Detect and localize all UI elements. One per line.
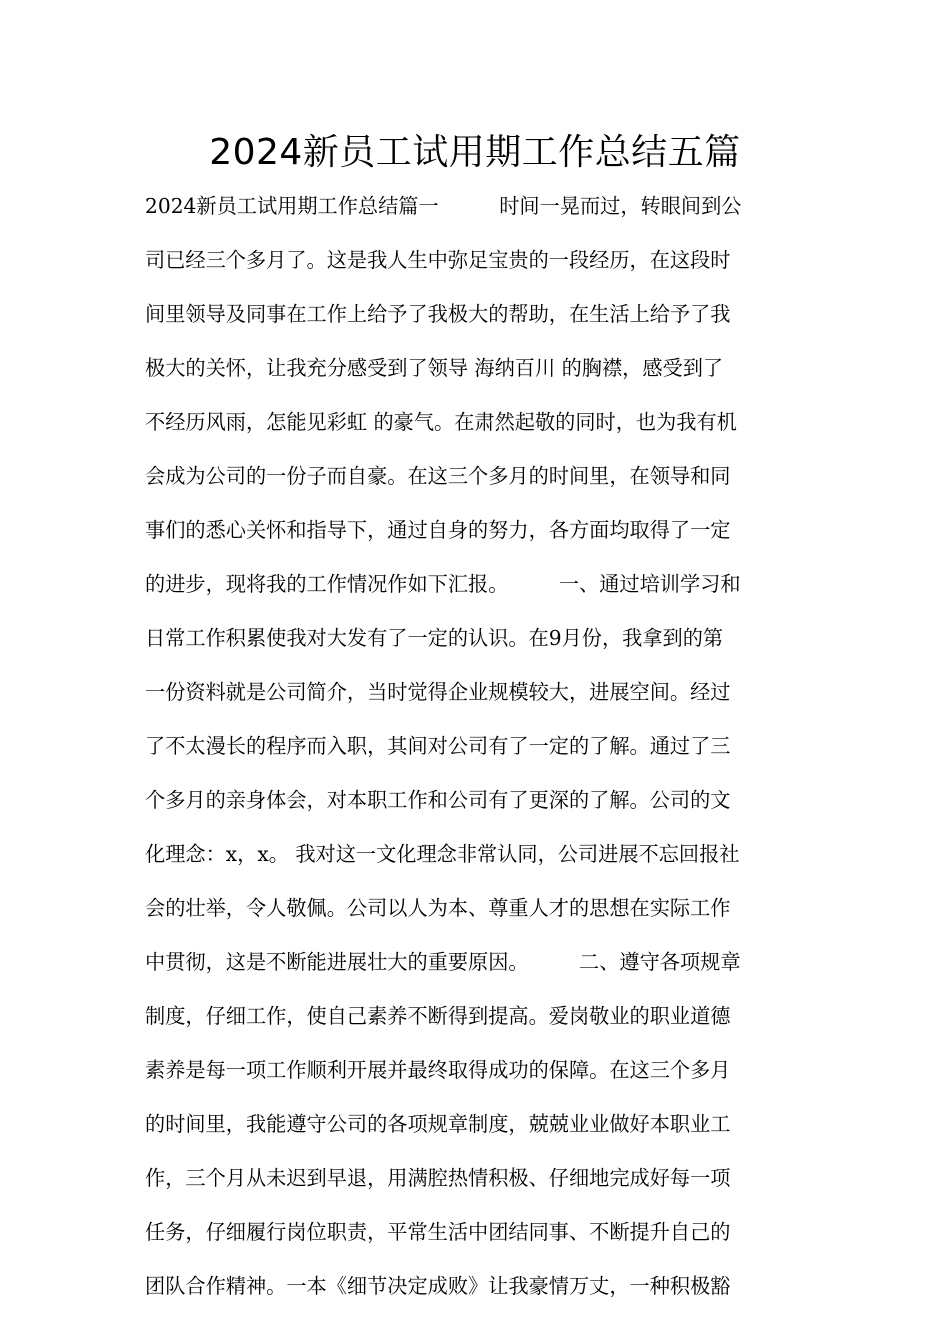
body-line: 任务，仔细履行岗位职责，平常生活中团结同事、不断提升自己的 (145, 1220, 731, 1244)
body-line: 的时间里，我能遵守公司的各项规章制度，兢兢业业做好本职业工 (145, 1112, 731, 1136)
body-line: 会的壮举，令人敬佩。公司以人为本、尊重人才的思想在实际工作 (145, 896, 731, 920)
body-line: 了不太漫长的程序而入职，其间对公司有了一定的了解。通过了三 (145, 734, 731, 758)
body-line: 间里领导及同事在工作上给予了我极大的帮助，在生活上给予了我 (145, 302, 731, 326)
body-line: 司已经三个多月了。这是我人生中弥足宝贵的一段经历，在这段时 (145, 248, 731, 272)
body-line: 团队合作精神。一本《细节决定成败》让我豪情万丈，一种积极豁 (145, 1274, 731, 1298)
body-line: 中贯彻，这是不断能进展壮大的重要原因。 二、遵守各项规章 (145, 950, 741, 974)
body-line: 2024新员工试用期工作总结篇一 时间一晃而过，转眼间到公 (145, 194, 742, 218)
body-line: 日常工作积累使我对大发有了一定的认识。在9月份，我拿到的第 (145, 626, 724, 650)
document-title: 2024新员工试用期工作总结五篇 (209, 132, 741, 173)
body-line: 化理念：x，x。 我对这一文化理念非常认同，公司进展不忘回报社 (145, 842, 740, 866)
body-line: 的进步，现将我的工作情况作如下汇报。 一、通过培训学习和 (145, 572, 741, 596)
body-line: 作，三个月从未迟到早退，用满腔热情积极、仔细地完成好每一项 (145, 1166, 731, 1190)
body-line: 一份资料就是公司简介，当时觉得企业规模较大，进展空间。经过 (145, 680, 731, 704)
body-line: 个多月的亲身体会，对本职工作和公司有了更深的了解。公司的文 (145, 788, 731, 812)
body-line: 极大的关怀，让我充分感受到了领导 海纳百川 的胸襟，感受到了 (145, 356, 724, 380)
body-line: 事们的悉心关怀和指导下，通过自身的努力，各方面均取得了一定 (145, 518, 731, 542)
body-line: 制度，仔细工作，使自己素养不断得到提高。爱岗敬业的职业道德 (145, 1004, 731, 1028)
body-line: 素养是每一项工作顺利开展并最终取得成功的保障。在这三个多月 (145, 1058, 731, 1082)
body-line: 会成为公司的一份子而自豪。在这三个多月的时间里，在领导和同 (145, 464, 731, 488)
body-line: 不经历风雨，怎能见彩虹 的豪气。在肃然起敬的同时，也为我有机 (145, 410, 737, 434)
